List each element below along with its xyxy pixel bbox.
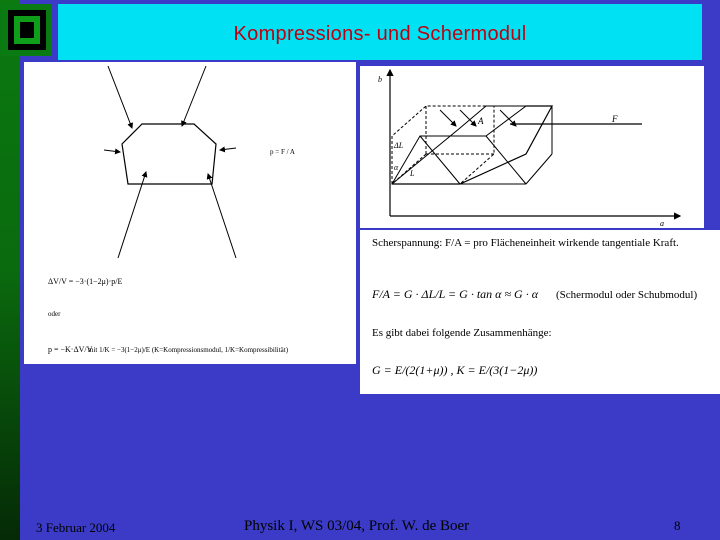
title-bar xyxy=(58,4,702,60)
slide-title: Kompressions- und Schermodul xyxy=(233,22,527,45)
left-sidebar xyxy=(0,0,20,540)
relations-intro: Es gibt dabei folgende Zusammenhänge: xyxy=(372,327,552,339)
y-axis-label: b xyxy=(378,75,382,84)
shear-formulas xyxy=(360,230,720,394)
footer-course: Physik I, WS 03/04, Prof. W. de Boer xyxy=(244,518,470,534)
shear-modulus-formula: F/A = G · ΔL/L = G · tan α ≈ G · α xyxy=(372,287,538,301)
shear-modulus-note: (Schermodul oder Schubmodul) xyxy=(556,289,698,301)
compression-diagram xyxy=(24,62,356,364)
alpha-label: α xyxy=(394,163,399,172)
equation-bulk-modulus: p = −K·ΔV/V xyxy=(48,345,93,354)
shear-text-panel xyxy=(360,230,720,394)
force-label: F xyxy=(612,114,618,124)
modulus-relations-formula: G = E/(2(1+μ)) , K = E/(3(1−2μ)) xyxy=(372,363,538,377)
shear-stress-definition: Scherspannung: F/A = pro Flächeneinheit wirkende tangentiale Kraft. xyxy=(372,237,679,249)
page-number: 8 xyxy=(674,518,681,533)
delta-l-label: ΔL xyxy=(394,141,404,150)
compression-panel xyxy=(24,62,356,364)
shear-diagram xyxy=(360,66,704,228)
equation-volume-change: ΔV/V = −3·(1−2μ)·p/E xyxy=(48,277,123,286)
university-logo xyxy=(2,4,52,56)
oder-label: oder xyxy=(48,310,61,318)
area-label: A xyxy=(478,116,484,126)
equation-bulk-modulus-definition: mit 1/K = −3(1−2μ)/E (K=Kompressionsmodul, 1/K=Kompressibilität) xyxy=(88,346,289,354)
footer-date: 3 Februar 2004 xyxy=(36,520,116,535)
shear-diagram-panel xyxy=(360,66,704,228)
x-axis-label: a xyxy=(660,219,664,228)
length-label: L xyxy=(410,169,415,178)
pressure-formula: p = F / A xyxy=(270,148,295,156)
